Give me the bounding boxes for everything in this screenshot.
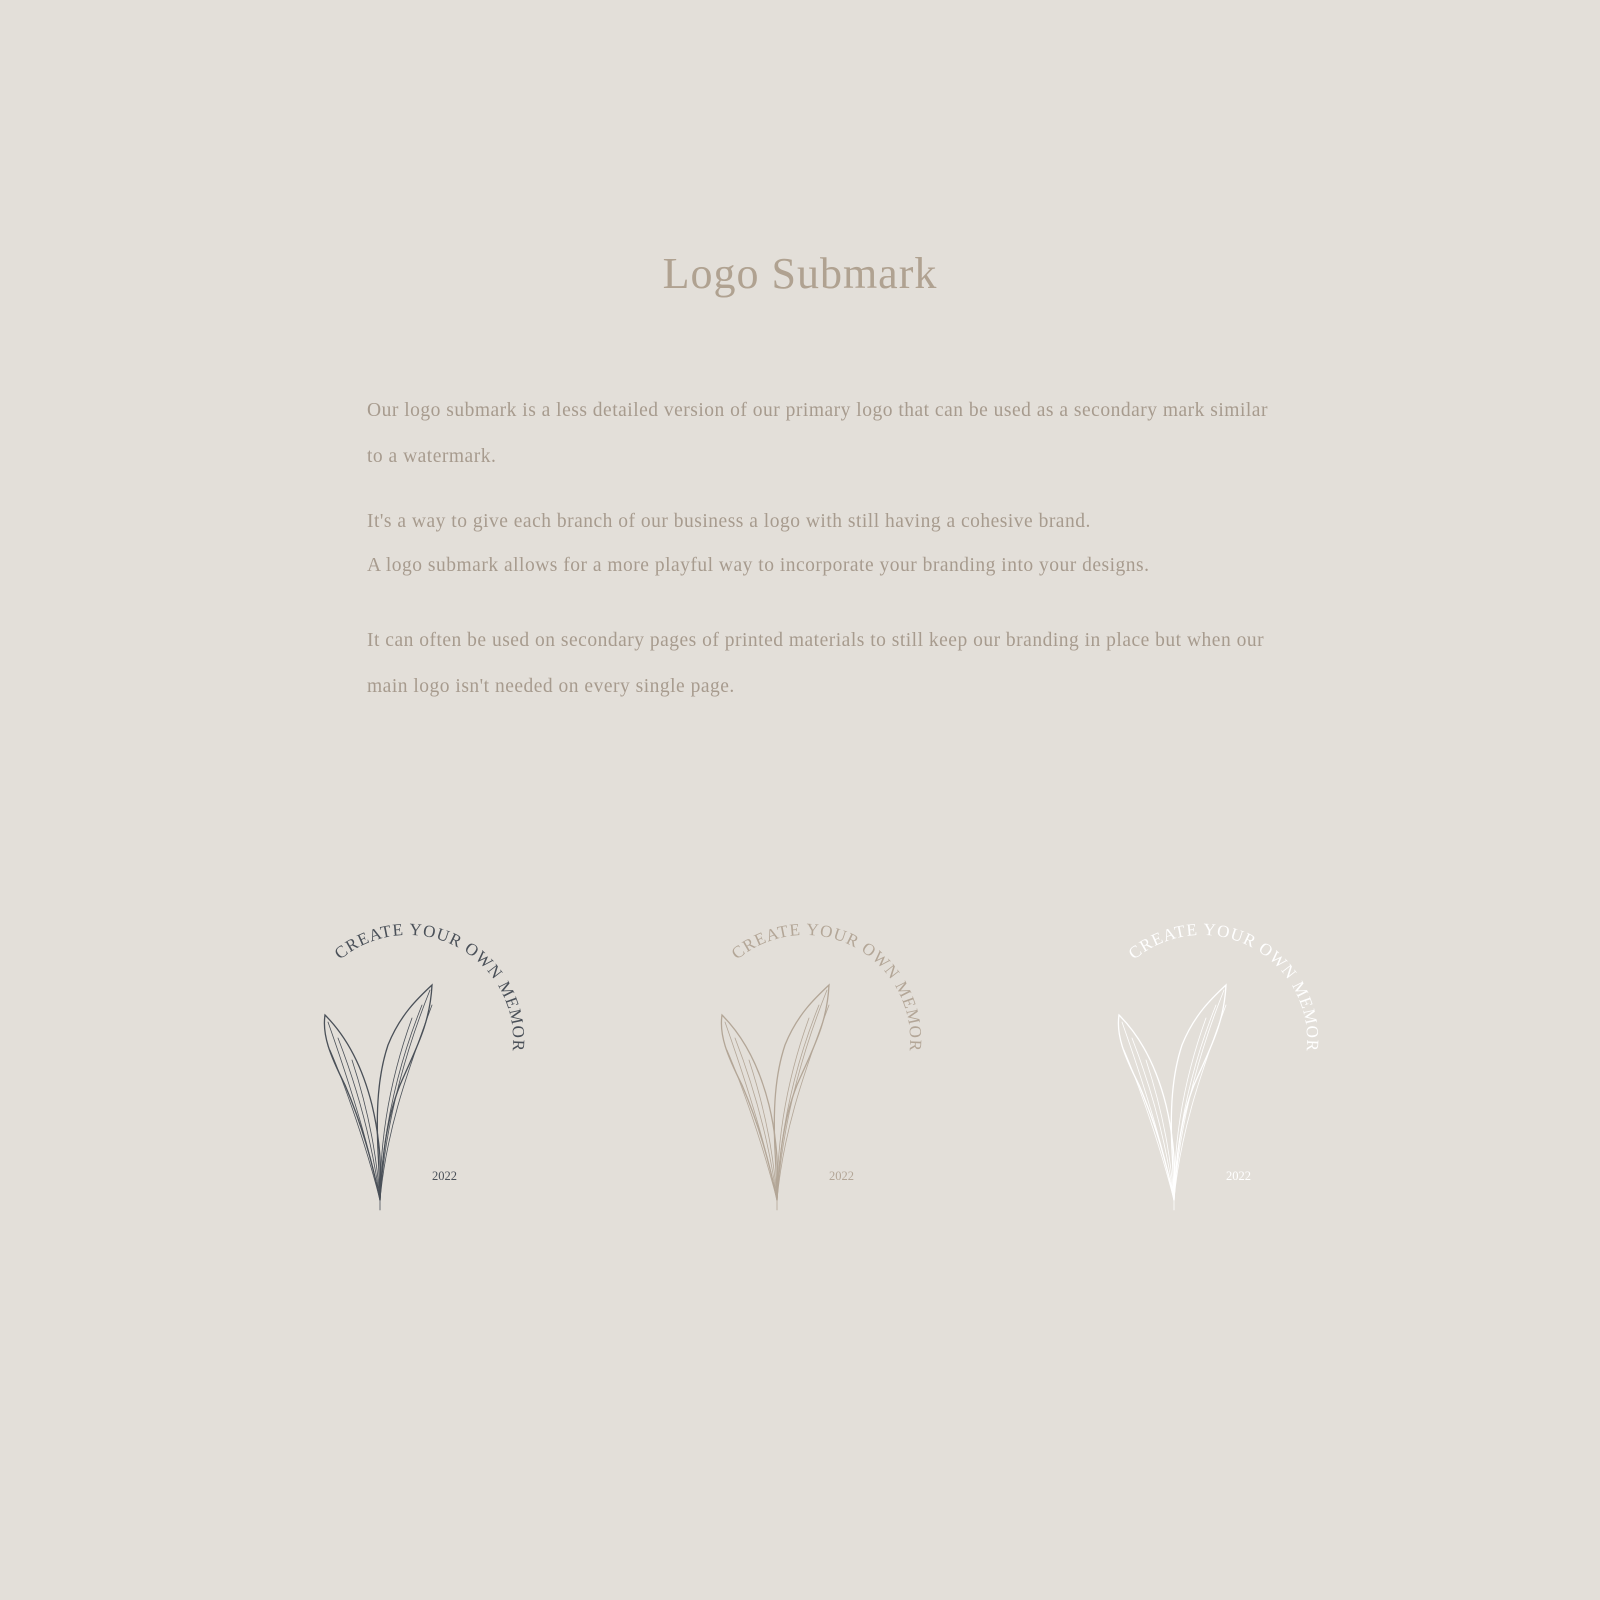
leaf-line: [1122, 1022, 1174, 1200]
leaf-line: [777, 1005, 819, 1200]
leaf-line: [1171, 985, 1226, 1200]
submark-white: [1088, 895, 1354, 1240]
leaf-line: [328, 1022, 380, 1200]
leaf-icon: [1118, 985, 1226, 1210]
paragraph-line: A logo submark allows for a more playful way to incorporate your branding into your designs.: [367, 555, 1150, 576]
paragraph-text: Our logo submark is a less detailed version of our primary logo that can be used as a secondary mark similar to a watermark.: [367, 400, 1268, 467]
leaf-line: [330, 1050, 380, 1200]
leaf-line: [1174, 990, 1224, 1200]
usage-paragraph: [367, 618, 1287, 710]
leaf-line: [380, 990, 430, 1200]
leaf-icon: [721, 985, 829, 1210]
leaf-line: [727, 1050, 777, 1200]
intro-paragraph: [367, 388, 1287, 480]
submark-logo: [294, 895, 560, 1240]
leaf-line: [380, 1005, 422, 1200]
paragraph-text: It can often be used on secondary pages of printed materials to still keep our branding in place but when our main logo isn't needed on every single page.: [367, 630, 1265, 697]
submark-year: 2022: [432, 1169, 457, 1183]
leaf-line: [377, 985, 432, 1200]
leaf-icon: [324, 985, 432, 1210]
leaf-line: [1124, 1050, 1174, 1200]
submark-arc-text: CREATE YOUR OWN MEMORY.: [1088, 895, 1323, 1052]
submark-arc-text: CREATE YOUR OWN MEMORY.: [294, 895, 529, 1052]
submark-year: 2022: [829, 1169, 854, 1183]
leaf-line: [774, 985, 829, 1200]
branch-paragraph: [367, 500, 1287, 588]
submark-logo: [1088, 895, 1354, 1240]
submark-beige: [691, 895, 957, 1240]
leaf-line: [725, 1022, 777, 1200]
submark-logo: [691, 895, 957, 1240]
paragraph-line: It's a way to give each branch of our business a logo with still having a cohesive brand.: [367, 511, 1091, 532]
leaf-line: [777, 990, 827, 1200]
submark-year: 2022: [1226, 1169, 1251, 1183]
submark-arc-text: CREATE YOUR OWN MEMORY.: [691, 895, 926, 1052]
page-title: Logo Submark: [662, 249, 938, 298]
submark-dark: [294, 895, 560, 1240]
leaf-line: [1174, 1005, 1216, 1200]
